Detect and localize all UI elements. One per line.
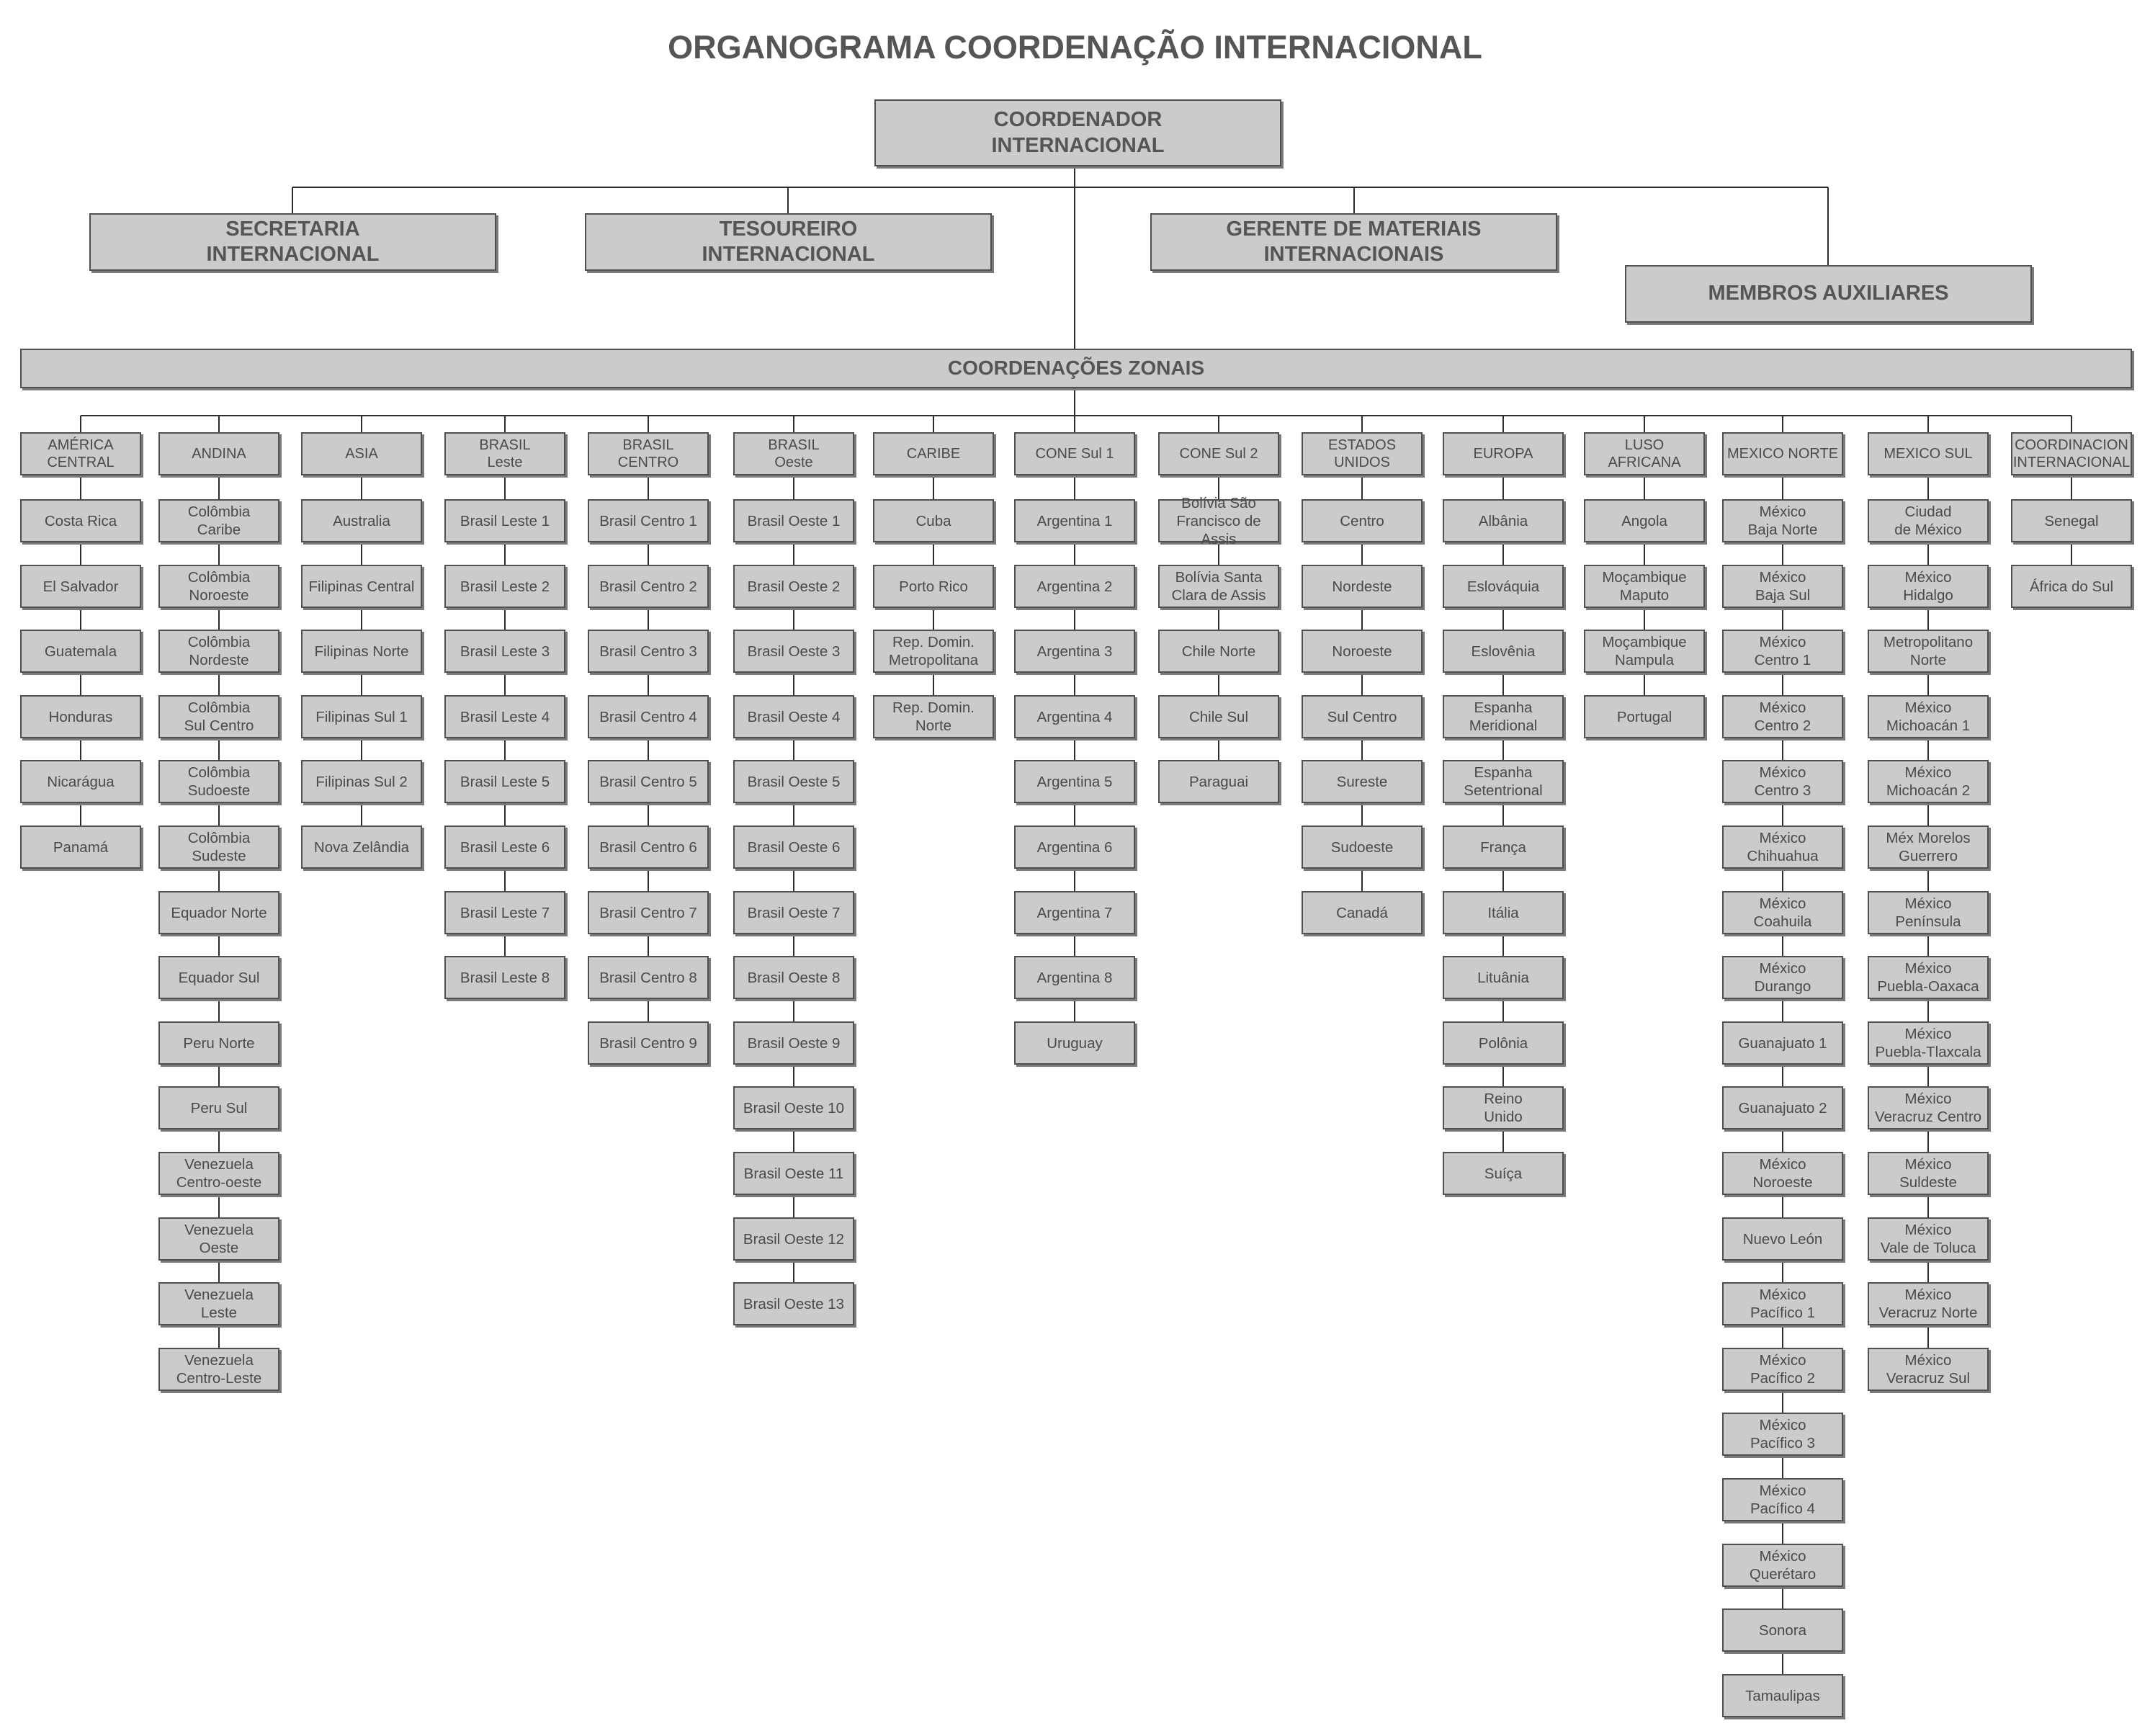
zone-item-guanajuato-2: Guanajuato 2 bbox=[1722, 1086, 1843, 1129]
zone-item-canada: Canadá bbox=[1302, 891, 1423, 934]
zone-header-cone-sul-2: CONE Sul 2 bbox=[1158, 432, 1279, 475]
zone-item-mexico-centro-2: México Centro 2 bbox=[1722, 695, 1843, 738]
zone-item-argentina-6: Argentina 6 bbox=[1014, 826, 1135, 869]
zone-item-espanha-setentrional: Espanha Setentrional bbox=[1443, 760, 1564, 803]
zone-item-cuba: Cuba bbox=[873, 499, 994, 542]
zone-item-rep-domin-norte: Rep. Domin. Norte bbox=[873, 695, 994, 738]
zone-header-coordinacion-internacional: COORDINACION INTERNACIONAL bbox=[2011, 432, 2132, 475]
zone-item-mocambique-nampula: Moçambique Nampula bbox=[1584, 630, 1705, 673]
coordenacoes-zonais-bar: COORDENAÇÕES ZONAIS bbox=[20, 349, 2132, 388]
zone-item-colombia-noroeste: Colômbia Noroeste bbox=[158, 565, 279, 608]
zone-item-brasil-oeste-9: Brasil Oeste 9 bbox=[733, 1021, 854, 1065]
zone-item-mexico-vale-de-toluca: México Vale de Toluca bbox=[1868, 1217, 1989, 1261]
zone-item-brasil-oeste-12: Brasil Oeste 12 bbox=[733, 1217, 854, 1261]
zone-item-venezuela-centro-leste: Venezuela Centro-Leste bbox=[158, 1348, 279, 1391]
zone-item-filipinas-norte: Filipinas Norte bbox=[301, 630, 422, 673]
coordenador-internacional-box: COORDENADOR INTERNACIONAL bbox=[874, 99, 1281, 166]
zone-item-argentina-3: Argentina 3 bbox=[1014, 630, 1135, 673]
zone-item-equador-sul: Equador Sul bbox=[158, 956, 279, 999]
zone-item-bolivia-sao-francisco-de-assis: Bolívia São Francisco de Assis bbox=[1158, 499, 1279, 542]
zone-item-nuevo-leon: Nuevo León bbox=[1722, 1217, 1843, 1261]
zone-item-colombia-sudeste: Colômbia Sudeste bbox=[158, 826, 279, 869]
zone-item-venezuela-oeste: Venezuela Oeste bbox=[158, 1217, 279, 1261]
zone-item-mexico-hidalgo: México Hidalgo bbox=[1868, 565, 1989, 608]
zone-header-mexico-norte: MEXICO NORTE bbox=[1722, 432, 1843, 475]
zone-item-equador-norte: Equador Norte bbox=[158, 891, 279, 934]
zone-item-colombia-sul-centro: Colômbia Sul Centro bbox=[158, 695, 279, 738]
zone-item-brasil-centro-2: Brasil Centro 2 bbox=[588, 565, 709, 608]
zone-item-colombia-sudoeste: Colômbia Sudoeste bbox=[158, 760, 279, 803]
zone-item-italia: Itália bbox=[1443, 891, 1564, 934]
zone-item-el-salvador: El Salvador bbox=[20, 565, 141, 608]
zone-item-mexico-pacifico-1: México Pacífico 1 bbox=[1722, 1282, 1843, 1325]
zone-item-brasil-oeste-4: Brasil Oeste 4 bbox=[733, 695, 854, 738]
zone-item-guatemala: Guatemala bbox=[20, 630, 141, 673]
zone-item-brasil-centro-9: Brasil Centro 9 bbox=[588, 1021, 709, 1065]
zone-item-polonia: Polônia bbox=[1443, 1021, 1564, 1065]
zone-item-mexico-pacifico-3: México Pacífico 3 bbox=[1722, 1413, 1843, 1456]
zone-item-colombia-nordeste: Colômbia Nordeste bbox=[158, 630, 279, 673]
zone-item-franca: França bbox=[1443, 826, 1564, 869]
zone-item-mexico-chihuahua: México Chihuahua bbox=[1722, 826, 1843, 869]
zone-header-brasil-centro: BRASIL CENTRO bbox=[588, 432, 709, 475]
zone-item-mexico-durango: México Durango bbox=[1722, 956, 1843, 999]
zone-item-peru-sul: Peru Sul bbox=[158, 1086, 279, 1129]
zone-item-uruguay: Uruguay bbox=[1014, 1021, 1135, 1065]
zone-item-mexico-peninsula: México Península bbox=[1868, 891, 1989, 934]
gerente-materiais-box: GERENTE DE MATERIAIS INTERNACIONAIS bbox=[1150, 213, 1557, 271]
zone-item-brasil-centro-5: Brasil Centro 5 bbox=[588, 760, 709, 803]
zone-header-brasil-leste: BRASIL Leste bbox=[444, 432, 565, 475]
zone-item-brasil-centro-6: Brasil Centro 6 bbox=[588, 826, 709, 869]
zone-item-panama: Panamá bbox=[20, 826, 141, 869]
zone-item-sureste: Sureste bbox=[1302, 760, 1423, 803]
zone-header-mexico-sul: MEXICO SUL bbox=[1868, 432, 1989, 475]
zone-item-costa-rica: Costa Rica bbox=[20, 499, 141, 542]
zone-item-argentina-5: Argentina 5 bbox=[1014, 760, 1135, 803]
zone-item-mexico-centro-3: México Centro 3 bbox=[1722, 760, 1843, 803]
zone-item-brasil-oeste-6: Brasil Oeste 6 bbox=[733, 826, 854, 869]
zone-item-brasil-leste-5: Brasil Leste 5 bbox=[444, 760, 565, 803]
chart-title: ORGANOGRAMA COORDENAÇÃO INTERNACIONAL bbox=[668, 29, 1482, 66]
zone-item-chile-sul: Chile Sul bbox=[1158, 695, 1279, 738]
zone-item-mexico-centro-1: México Centro 1 bbox=[1722, 630, 1843, 673]
zone-item-chile-norte: Chile Norte bbox=[1158, 630, 1279, 673]
zone-item-mexico-pacifico-4: México Pacífico 4 bbox=[1722, 1478, 1843, 1521]
zone-item-argentina-4: Argentina 4 bbox=[1014, 695, 1135, 738]
zone-item-brasil-leste-1: Brasil Leste 1 bbox=[444, 499, 565, 542]
zone-item-argentina-8: Argentina 8 bbox=[1014, 956, 1135, 999]
zone-item-nordeste: Nordeste bbox=[1302, 565, 1423, 608]
zone-item-senegal: Senegal bbox=[2011, 499, 2132, 542]
zone-item-ciudad-de-mexico: Ciudad de México bbox=[1868, 499, 1989, 542]
zone-item-brasil-oeste-2: Brasil Oeste 2 bbox=[733, 565, 854, 608]
zone-item-mexico-pacifico-2: México Pacífico 2 bbox=[1722, 1348, 1843, 1391]
zone-item-brasil-leste-7: Brasil Leste 7 bbox=[444, 891, 565, 934]
zone-item-brasil-oeste-1: Brasil Oeste 1 bbox=[733, 499, 854, 542]
tesoureiro-internacional-box: TESOUREIRO INTERNACIONAL bbox=[585, 213, 992, 271]
zone-item-mexico-michoacan-2: México Michoacán 2 bbox=[1868, 760, 1989, 803]
zone-item-argentina-7: Argentina 7 bbox=[1014, 891, 1135, 934]
zone-item-noroeste: Noroeste bbox=[1302, 630, 1423, 673]
zone-item-mexico-puebla-oaxaca: México Puebla-Oaxaca bbox=[1868, 956, 1989, 999]
zone-item-albania: Albânia bbox=[1443, 499, 1564, 542]
zone-header-america-central: AMÉRICA CENTRAL bbox=[20, 432, 141, 475]
zone-item-mexico-michoacan-1: México Michoacán 1 bbox=[1868, 695, 1989, 738]
zone-item-brasil-centro-8: Brasil Centro 8 bbox=[588, 956, 709, 999]
zone-item-mexico-suldeste: México Suldeste bbox=[1868, 1152, 1989, 1195]
zone-header-brasil-oeste: BRASIL Oeste bbox=[733, 432, 854, 475]
zone-header-cone-sul-1: CONE Sul 1 bbox=[1014, 432, 1135, 475]
zone-item-brasil-oeste-3: Brasil Oeste 3 bbox=[733, 630, 854, 673]
zone-item-brasil-centro-1: Brasil Centro 1 bbox=[588, 499, 709, 542]
zone-item-lituania: Lituânia bbox=[1443, 956, 1564, 999]
zone-item-suica: Suíça bbox=[1443, 1152, 1564, 1195]
zone-item-mexico-veracruz-sul: México Veracruz Sul bbox=[1868, 1348, 1989, 1391]
zone-item-nicaragua: Nicarágua bbox=[20, 760, 141, 803]
zone-item-paraguai: Paraguai bbox=[1158, 760, 1279, 803]
zone-item-mexico-noroeste: México Noroeste bbox=[1722, 1152, 1843, 1195]
zone-item-filipinas-sul-2: Filipinas Sul 2 bbox=[301, 760, 422, 803]
secretaria-internacional-box: SECRETARIA INTERNACIONAL bbox=[89, 213, 496, 271]
zone-item-brasil-oeste-11: Brasil Oeste 11 bbox=[733, 1152, 854, 1195]
zone-header-estados-unidos: ESTADOS UNIDOS bbox=[1302, 432, 1423, 475]
zone-item-filipinas-central: Filipinas Central bbox=[301, 565, 422, 608]
zone-header-caribe: CARIBE bbox=[873, 432, 994, 475]
zone-item-brasil-leste-6: Brasil Leste 6 bbox=[444, 826, 565, 869]
zone-item-brasil-oeste-5: Brasil Oeste 5 bbox=[733, 760, 854, 803]
zone-item-brasil-leste-2: Brasil Leste 2 bbox=[444, 565, 565, 608]
zone-item-mexico-veracruz-norte: México Veracruz Norte bbox=[1868, 1282, 1989, 1325]
zone-item-peru-norte: Peru Norte bbox=[158, 1021, 279, 1065]
zone-item-mexico-puebla-tlaxcala: México Puebla-Tlaxcala bbox=[1868, 1021, 1989, 1065]
zone-item-angola: Angola bbox=[1584, 499, 1705, 542]
zone-item-brasil-leste-4: Brasil Leste 4 bbox=[444, 695, 565, 738]
zone-item-eslovenia: Eslovênia bbox=[1443, 630, 1564, 673]
zone-item-mexico-queretaro: México Querétaro bbox=[1722, 1544, 1843, 1587]
zone-item-venezuela-centro-oeste: Venezuela Centro-oeste bbox=[158, 1152, 279, 1195]
zone-item-sudoeste: Sudoeste bbox=[1302, 826, 1423, 869]
zone-item-centro: Centro bbox=[1302, 499, 1423, 542]
zone-item-australia: Australia bbox=[301, 499, 422, 542]
zone-item-porto-rico: Porto Rico bbox=[873, 565, 994, 608]
zone-item-venezuela-leste: Venezuela Leste bbox=[158, 1282, 279, 1325]
zone-item-brasil-leste-3: Brasil Leste 3 bbox=[444, 630, 565, 673]
zone-item-reino-unido: Reino Unido bbox=[1443, 1086, 1564, 1129]
zone-header-andina: ANDINA bbox=[158, 432, 279, 475]
zone-item-brasil-centro-7: Brasil Centro 7 bbox=[588, 891, 709, 934]
zone-item-brasil-leste-8: Brasil Leste 8 bbox=[444, 956, 565, 999]
zone-item-brasil-oeste-13: Brasil Oeste 13 bbox=[733, 1282, 854, 1325]
zone-item-tamaulipas: Tamaulipas bbox=[1722, 1674, 1843, 1717]
zone-item-brasil-centro-3: Brasil Centro 3 bbox=[588, 630, 709, 673]
zone-item-brasil-oeste-10: Brasil Oeste 10 bbox=[733, 1086, 854, 1129]
zone-item-nova-zelandia: Nova Zelândia bbox=[301, 826, 422, 869]
zone-item-portugal: Portugal bbox=[1584, 695, 1705, 738]
zone-item-brasil-oeste-8: Brasil Oeste 8 bbox=[733, 956, 854, 999]
membros-auxiliares-box: MEMBROS AUXILIARES bbox=[1625, 265, 2032, 323]
zone-item-mexico-veracruz-centro: México Veracruz Centro bbox=[1868, 1086, 1989, 1129]
zone-header-asia: ASIA bbox=[301, 432, 422, 475]
zone-item-metropolitano-norte: Metropolitano Norte bbox=[1868, 630, 1989, 673]
zone-item-argentina-2: Argentina 2 bbox=[1014, 565, 1135, 608]
zone-item-sul-centro: Sul Centro bbox=[1302, 695, 1423, 738]
zone-header-europa: EUROPA bbox=[1443, 432, 1564, 475]
zone-item-bolivia-santa-clara-de-assis: Bolívia Santa Clara de Assis bbox=[1158, 565, 1279, 608]
zone-item-rep-domin-metropolitana: Rep. Domin. Metropolitana bbox=[873, 630, 994, 673]
zone-item-brasil-centro-4: Brasil Centro 4 bbox=[588, 695, 709, 738]
zone-item-sonora: Sonora bbox=[1722, 1609, 1843, 1652]
zone-item-mexico-coahuila: México Coahuila bbox=[1722, 891, 1843, 934]
zone-item-guanajuato-1: Guanajuato 1 bbox=[1722, 1021, 1843, 1065]
zone-item-honduras: Honduras bbox=[20, 695, 141, 738]
zone-item-mocambique-maputo: Moçambique Maputo bbox=[1584, 565, 1705, 608]
zone-item-espanha-meridional: Espanha Meridional bbox=[1443, 695, 1564, 738]
zone-item-colombia-caribe: Colômbia Caribe bbox=[158, 499, 279, 542]
zone-item-eslovaquia: Eslováquia bbox=[1443, 565, 1564, 608]
zone-item-mexico-baja-norte: México Baja Norte bbox=[1722, 499, 1843, 542]
zone-item-mexico-baja-sul: México Baja Sul bbox=[1722, 565, 1843, 608]
zone-item-africa-do-sul: África do Sul bbox=[2011, 565, 2132, 608]
zone-item-argentina-1: Argentina 1 bbox=[1014, 499, 1135, 542]
zone-header-luso-africana: LUSO AFRICANA bbox=[1584, 432, 1705, 475]
zone-item-brasil-oeste-7: Brasil Oeste 7 bbox=[733, 891, 854, 934]
zone-item-mex-morelos-guerrero: Méx Morelos Guerrero bbox=[1868, 826, 1989, 869]
zone-item-filipinas-sul-1: Filipinas Sul 1 bbox=[301, 695, 422, 738]
